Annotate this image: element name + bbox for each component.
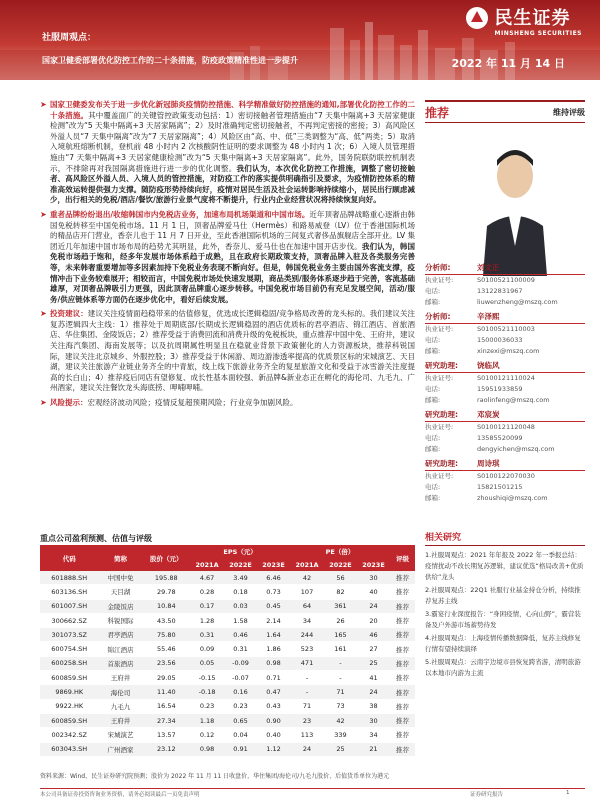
paragraph-policy-bold: 我们认为，本次优化防控工作措施，调整了密切接触者、高风险区外溢人员、入境人员的管控措施，对防疫工作的落实提供明确指引及要求，为疫情防控体系的精准高效运转提供强力支撑。随防疫形势持续向好，疫情对居民生活及社会运转影响持续缩小，居民出行顾虑减少，出行相关的免税/酒店/餐饮/旅游行业景气度将不断提升，行业内企业经营状况将持续恢复向好。 [50, 163, 416, 205]
table-cell: 002342.SZ [40, 728, 99, 742]
paragraph-investment-head: 投资建议： [50, 309, 88, 319]
footer-divider [40, 788, 585, 789]
col-subheader-year: 2022E [324, 558, 357, 571]
table-cell: 锦江酒店 [99, 642, 143, 656]
analyst-role: 分析师: [425, 312, 451, 321]
analyst-card [425, 311, 585, 357]
analyst-role: 分析师: [425, 263, 451, 272]
table-cell: 471 [290, 656, 324, 670]
analyst-card [425, 360, 585, 406]
table-cell: 27 [357, 642, 390, 656]
analyst-cert: S0100122070030 [477, 472, 535, 480]
col-header-code: 代码 [40, 545, 99, 571]
table-cell: 75.80 [142, 628, 190, 642]
table-cell: 海伦司 [99, 685, 143, 699]
table-cell: 推荐 [390, 728, 415, 742]
table-row [40, 628, 415, 642]
table-title: 重点公司盈利预测、估值与评级 [40, 534, 152, 543]
report-date: 2022 年 11 月 14 日 [451, 57, 565, 70]
table-cell: 0.17 [190, 599, 224, 613]
rating-label: 推荐 [425, 106, 450, 120]
mail-label: 邮箱: [425, 494, 441, 502]
analyst-card [425, 262, 585, 308]
table-cell: 6.46 [257, 571, 290, 585]
related-research-item[interactable]: 4.社服周观点：上海疫情传播数据降低，复苏主线修复行情有望持续演绎 [425, 634, 581, 653]
table-cell: 0.98 [257, 656, 290, 670]
table-cell: - [324, 656, 357, 670]
table-row [40, 685, 415, 699]
table-cell: 603136.SH [40, 585, 99, 599]
col-header-pe: PE（倍） [290, 545, 390, 558]
analyst-name: 周诗琪 [477, 459, 500, 468]
table-cell: 0.09 [190, 642, 224, 656]
paragraph-risk-body: 宏观经济波动风险；疫情反复超预期风险；行业竞争加剧风险。 [87, 398, 298, 408]
table-cell: 23 [290, 713, 324, 727]
table-cell: 107 [290, 585, 324, 599]
table-cell: 王府井 [99, 671, 143, 685]
table-cell: 王府井 [99, 713, 143, 727]
table-cell: 301073.SZ [40, 628, 99, 642]
table-cell: 0.45 [257, 599, 290, 613]
related-research-item[interactable]: 3.霸宴行业深度报告：“身困疫情，心向山野”，霸营装备及户外游市场蓄势待发 [425, 610, 581, 629]
table-cell: 科锐国际 [99, 613, 143, 627]
tel-label: 电话: [425, 336, 441, 344]
paragraph-luxury-body: 近年顶奢品牌战略重心逐渐由韩国免税转移至中国免税市场。11 月 1 日，顶奢品牌爱马仕（Hermès）和路易威登（LV）位于香港国际机场的精品店开门营业，香奈儿也于 11 月 7 日开业，至此香港国际机场的三间复式奢侈品旗舰店全部开业。LV 集团近几年加速中国市场布局的趋势尤其明显，此外，香奈儿、爱马仕也在加速中国开店步伐。 [50, 209, 415, 251]
table-cell: 82 [324, 585, 357, 599]
table-cell: 0.31 [224, 642, 257, 656]
table-cell: 0.43 [257, 699, 290, 713]
table-cell: 56 [324, 571, 357, 585]
table-cell: 42 [290, 571, 324, 585]
table-cell: 11.40 [142, 685, 190, 699]
table-cell: 1.86 [257, 642, 290, 656]
analyst-mail[interactable]: liuwenzheng@mszq.com [477, 298, 558, 306]
table-cell: 23.56 [142, 656, 190, 670]
table-cell: 10.84 [142, 599, 190, 613]
tel-label: 电话: [425, 385, 441, 393]
table-cell: 推荐 [390, 585, 415, 599]
footer-disclaimer: 本公司具备证券投资咨询业务资格，请务必阅读最后一页免责声明 [40, 792, 200, 798]
table-cell: 0.18 [224, 585, 257, 599]
table-cell: 推荐 [390, 613, 415, 627]
table-cell: 1.28 [190, 613, 224, 627]
table-cell: 0.47 [257, 685, 290, 699]
rating-level: 维持评级 [553, 108, 585, 117]
table-cell: 推荐 [390, 656, 415, 670]
table-cell: 0.23 [190, 699, 224, 713]
table-cell: 0.71 [257, 671, 290, 685]
analyst-name: 刘文正 [477, 263, 500, 272]
table-row [40, 656, 415, 670]
col-header-name: 简称 [99, 545, 143, 571]
table-cell: 推荐 [390, 571, 415, 585]
table-cell: 0.05 [190, 656, 224, 670]
mail-label: 邮箱: [425, 298, 441, 306]
table-cell: 3.49 [224, 571, 257, 585]
table-cell: 0.04 [224, 728, 257, 742]
table-cell: 113 [290, 728, 324, 742]
table-cell: 601007.SH [40, 599, 99, 613]
table-cell: 1.64 [257, 628, 290, 642]
table-cell: 推荐 [390, 599, 415, 613]
arrow-bullet-icon: ➤ [40, 309, 47, 319]
table-cell: 41 [357, 671, 390, 685]
tel-label: 电话: [425, 483, 441, 491]
analyst-role: 研究助理: [425, 361, 458, 370]
cert-label: 执业证号: [425, 472, 454, 480]
table-row [40, 599, 415, 613]
analyst-mail[interactable]: zhoushiqi@mszq.com [477, 494, 548, 502]
table-cell: 38 [357, 699, 390, 713]
table-cell: 26 [324, 613, 357, 627]
table-cell: 30 [357, 571, 390, 585]
col-header-eps: EPS（元） [190, 545, 290, 558]
table-cell: 4.67 [190, 571, 224, 585]
analyst-name: 辛泽熙 [477, 312, 500, 321]
table-cell: 603043.SH [40, 742, 99, 756]
table-cell: 30 [357, 713, 390, 727]
analyst-mail[interactable]: raolinfeng@mszq.com [477, 396, 550, 404]
paragraph-luxury-head: 重者品牌纷纷退出/收缩韩国市内免税店业务，加速布局机场渠道和中国市场。 [50, 209, 310, 219]
related-research-title: 相关研究 [425, 530, 585, 546]
table-cell: 中国中免 [99, 571, 143, 585]
analyst-name: 邓宸炭 [477, 410, 500, 419]
table-cell: 43.50 [142, 613, 190, 627]
table-row [40, 585, 415, 599]
table-cell: 42 [324, 713, 357, 727]
minsheng-logo-mark-icon [465, 6, 489, 30]
related-research-item[interactable]: 2.社服周观点：22Q1 社服行业基金持仓分析，持续推荐复苏主线 [425, 586, 581, 605]
table-row [40, 713, 415, 727]
table-cell: 73 [324, 699, 357, 713]
page-number: 1 [566, 790, 570, 796]
report-header [0, 0, 600, 80]
related-research [425, 530, 585, 681]
table-cell: 244 [290, 628, 324, 642]
table-cell: 40 [357, 585, 390, 599]
col-subheader-year: 2023E [257, 558, 290, 571]
table-cell: 161 [324, 642, 357, 656]
table-cell: 宋城演艺 [99, 728, 143, 742]
table-cell: 金陵饭店 [99, 599, 143, 613]
mail-label: 邮箱: [425, 396, 441, 404]
table-cell: 0.28 [190, 585, 224, 599]
analyst-role: 研究助理: [425, 459, 458, 468]
table-cell: 1.58 [224, 613, 257, 627]
analyst-tel: 13122831967 [477, 287, 523, 295]
table-cell: - [290, 685, 324, 699]
table-cell: 0.73 [257, 585, 290, 599]
table-cell: 推荐 [390, 642, 415, 656]
table-cell: 46 [357, 628, 390, 642]
paragraph-policy-head: 国家卫健委发布关于进一步优化新冠肺炎疫情防控措施、科学精准做好防控措施的通知,部署优化防控工作的二十条措施。 [50, 100, 415, 120]
table-cell: 29.78 [142, 585, 190, 599]
table-cell: 25 [357, 656, 390, 670]
analyst-card [425, 458, 585, 504]
table-cell: 0.91 [224, 742, 257, 756]
cert-label: 执业证号: [425, 325, 454, 333]
table-cell: 13.57 [142, 728, 190, 742]
table-cell: 0.23 [224, 699, 257, 713]
paragraph-risk-head: 风险提示： [50, 398, 88, 408]
col-header-price: 股价（元） [142, 545, 190, 571]
table-cell: 601888.SH [40, 571, 99, 585]
main-content [40, 100, 415, 413]
table-cell: 推荐 [390, 742, 415, 756]
analyst-tel: 13585520099 [477, 434, 523, 442]
table-cell: -0.15 [190, 671, 224, 685]
col-subheader-year: 2021A [290, 558, 324, 571]
col-subheader-year: 2022E [224, 558, 257, 571]
analyst-card [425, 409, 585, 455]
analyst-role: 研究助理: [425, 410, 458, 419]
minsheng-logo [495, 4, 583, 37]
table-cell: 21 [357, 742, 390, 756]
table-cell: 600754.SH [40, 642, 99, 656]
table-cell: 71 [324, 685, 357, 699]
table-row [40, 613, 415, 627]
table-cell: 71 [290, 699, 324, 713]
cert-label: 执业证号: [425, 276, 454, 284]
paragraph-luxury-bold: 我们认为，韩国免税市场趋于饱和，经多年发展市场体系趋于成熟，且在政府长期政策支持，顶奢品牌入驻及各类服务完善等，未来韩奢重要增加等多因素加持下免税业务表现不断向好。但是，韩国免税业务主要由国外客流支撑，疫情冲击下业务较难展开；相较而言，中国免税市场处快速发展期，商品类别/服务体系逐步趋于完善，客流基础雄厚，对顶奢品牌吸引力更强，因此顶奢品牌重心逐步转移。中国免税市场目前仍有充足发展空间，活动/服务/供应链体系等方面仍在逐步优化中，看好后续发展。 [50, 241, 415, 304]
table-cell: 0.65 [224, 713, 257, 727]
table-cell: 九毛九 [99, 699, 143, 713]
table-cell: 0.40 [257, 728, 290, 742]
table-cell: 推荐 [390, 671, 415, 685]
cert-label: 执业证号: [425, 423, 454, 431]
table-cell: 1.18 [190, 713, 224, 727]
analyst-mail[interactable]: dengyichen@mszq.com [477, 445, 555, 453]
table-cell: 23.12 [142, 742, 190, 756]
table-cell: 0.03 [224, 599, 257, 613]
table-cell: -0.07 [224, 671, 257, 685]
table-cell: 9869.HK [40, 685, 99, 699]
mail-label: 邮箱: [425, 445, 441, 453]
table-cell: 首旅酒店 [99, 656, 143, 670]
col-header-rating: 评级 [390, 545, 415, 571]
analyst-cert: S0100521110003 [477, 325, 535, 333]
table-cell: 0.12 [190, 728, 224, 742]
table-cell: 20 [357, 613, 390, 627]
table-row [40, 642, 415, 656]
analyst-tel: 15000036033 [477, 336, 523, 344]
table-cell: 600859.SH [40, 713, 99, 727]
table-cell: 165 [324, 628, 357, 642]
related-research-item[interactable]: 1.社服周观点：2021 年年报及 2022 年一季报总结：疫情扰动不改长期复苏逻辑，建议优选“格局改善+优质供给”龙头 [425, 551, 584, 581]
forecast-table-body [40, 571, 415, 756]
cert-label: 执业证号: [425, 374, 454, 382]
mail-label: 邮箱: [425, 347, 441, 355]
table-cell: -0.09 [224, 656, 257, 670]
paragraph-risk [40, 398, 415, 409]
tel-label: 电话: [425, 434, 441, 442]
table-cell: 55.46 [142, 642, 190, 656]
logo-cn-text: 民生证券 [494, 8, 571, 29]
paragraph-investment [40, 309, 415, 394]
analyst-mail[interactable]: xinzexi@mszq.com [477, 347, 540, 355]
table-cell: 29.05 [142, 671, 190, 685]
table-cell: 天目湖 [99, 585, 143, 599]
report-title: 国家卫健委部署优化防控工作的二十条措施，防疫政策精准性进一步提升 [42, 56, 298, 65]
table-cell: 195.88 [142, 571, 190, 585]
table-cell: 27.34 [142, 713, 190, 727]
paragraph-policy [40, 100, 415, 206]
table-cell: 24 [290, 742, 324, 756]
analyst-photo [475, 136, 555, 276]
table-row [40, 671, 415, 685]
analyst-cert: S0100121120048 [477, 423, 535, 431]
table-cell: 广州酒家 [99, 742, 143, 756]
analyst-name: 饶临风 [477, 361, 500, 370]
table-cell: - [290, 671, 324, 685]
table-row [40, 571, 415, 585]
table-cell: 600258.SH [40, 656, 99, 670]
table-cell: 0.31 [190, 628, 224, 642]
table-cell: 1.12 [257, 742, 290, 756]
paragraph-investment-body: 建议关注疫情面趋稳带来的估值修复，优选成长逻辑稳固/竞争格局改善的龙头标的。我们建议关注复苏逻辑四大主线：1）推荐处于周期底部/长期成长逻辑稳固的酒店优质标的君亭酒店、锦江酒店、首旅酒店、华住集团、金陵饭店；2）推荐受益于消费回流和消费升级的免税板块，重点推荐中国中免、王府井，建议关注海汽集团、海南发展等；以及抗周期属性明显且在稳就业背景下政策催化的人力资源板块，推荐科锐国际，建议关注北京城乡、外服控股；3）推荐受益于休闲游、周边游渗透率提高的优质景区标的宋城演艺、天目湖，建议关注旅游产业链业务齐全的中青旅，线上线下旅游业务齐全的复星旅游文化和受益于冰雪游关注度提高的长白山；4）推荐疫后同店有望修复、成长性基本面较强、新品牌&新业态正在孵化的海伦司、九毛九、广州酒家，建议关注餐饮龙头海底捞、呷哺呷哺。 [50, 309, 416, 393]
analyst-list [425, 262, 585, 507]
paragraph-policy-body: 其中覆盖面广的关键管控政策变动包括：1）密切接触者管理措施由“7 天集中隔离+3 天居家健康检测”改为“5 天集中隔离+3 天居家隔离”；2）及时准确判定密切接触者，不再判定密接的密接；3）高风险区外溢人员“7 天集中隔离”改为“7 天居家隔离”；4）风险区由“高、中、低”三类调整为“高、低”两类；5）取消入境航班熔断机制，登机前 48 小时内 2 次核酸阴性证明的要求调整为 48 小时内 1 次；6）入境人员管理措施由“7 天集中隔离+3 天居家健康检测”改为“5 天集中隔离+3 天居家隔离”。此外，国务院联防联控机制表示，不排除再对我国隔离措施进行进一步的优化调整。 [50, 110, 415, 173]
arrow-bullet-icon: ➤ [40, 100, 47, 109]
table-cell: 9922.HK [40, 699, 99, 713]
table-cell: 推荐 [390, 713, 415, 727]
table-cell: 339 [324, 728, 357, 742]
table-cell: 64 [290, 599, 324, 613]
table-row [40, 742, 415, 756]
table-cell: 34 [290, 613, 324, 627]
table-cell: 推荐 [390, 628, 415, 642]
table-cell: 君亭酒店 [99, 628, 143, 642]
arrow-bullet-icon: ➤ [40, 398, 47, 408]
analyst-cert: S0100121110024 [477, 374, 535, 382]
table-row [40, 728, 415, 742]
table-cell: 600859.SH [40, 671, 99, 685]
table-cell: 0.98 [190, 742, 224, 756]
table-cell: 16.54 [142, 699, 190, 713]
report-tag: 社服周观点： [42, 33, 97, 43]
table-cell: 2.14 [257, 613, 290, 627]
table-cell: - [324, 671, 357, 685]
table-cell: 361 [324, 599, 357, 613]
rating-panel [425, 100, 585, 123]
table-cell: 34 [357, 728, 390, 742]
paragraph-luxury [40, 210, 415, 305]
table-cell: 25 [324, 742, 357, 756]
table-row [40, 699, 415, 713]
related-research-item[interactable]: 5.社服周观点：云南宇边境市县恢复跨省游，清明旅游以本地市内游为主流 [425, 658, 581, 677]
rating-box [425, 100, 585, 123]
forecast-table [40, 545, 415, 757]
table-cell: -0.18 [190, 685, 224, 699]
footer-label: 证券研究报告 [470, 792, 504, 798]
table-cell: 523 [290, 642, 324, 656]
table-cell: 0.46 [224, 628, 257, 642]
table-cell: 24 [357, 685, 390, 699]
logo-en-text: MINSHENG SECURITIES [494, 30, 582, 37]
tel-label: 电话: [425, 287, 441, 295]
analyst-tel: 15821501215 [477, 483, 523, 491]
table-cell: 0.90 [257, 713, 290, 727]
table-cell: 24 [357, 599, 390, 613]
col-subheader-year: 2021A [190, 558, 224, 571]
table-cell: 推荐 [390, 699, 415, 713]
table-cell: 300662.SZ [40, 613, 99, 627]
analyst-tel: 15951933859 [477, 385, 523, 393]
col-subheader-year: 2023E [357, 558, 390, 571]
arrow-bullet-icon: ➤ [40, 209, 47, 219]
table-source-note: 资料来源：Wind，民生证券研究院预测；股价为 2022 年 11 月 11 日收盘价，华住集团/海伦司/九毛九股价、后值货币单位为港元 [40, 773, 390, 780]
analyst-cert: S0100521100009 [477, 276, 535, 284]
table-cell: 0.16 [224, 685, 257, 699]
table-cell: 推荐 [390, 685, 415, 699]
